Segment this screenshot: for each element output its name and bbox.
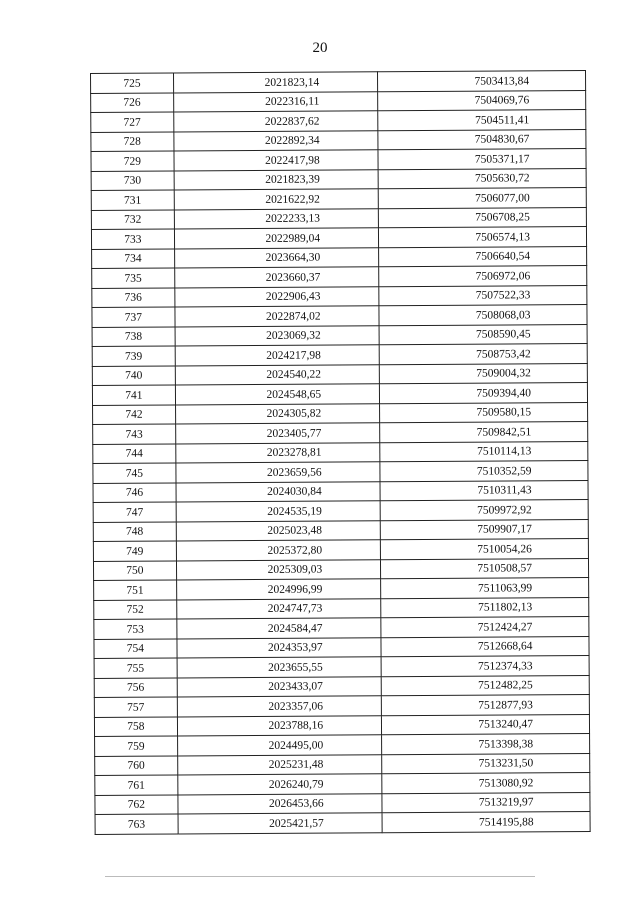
table-row (95, 792, 590, 815)
point-number-cell: 758 (94, 716, 177, 736)
point-number-cell: 748 (93, 521, 176, 541)
y-coordinate-cell: 7509972,92 (380, 499, 588, 520)
point-number-cell: 734 (92, 248, 175, 268)
y-coordinate-cell: 7510311,43 (380, 480, 588, 501)
y-coordinate-cell: 7504830,67 (378, 129, 586, 150)
point-number-cell: 754 (94, 638, 177, 658)
x-coordinate-cell: 2022837,62 (173, 111, 378, 132)
x-coordinate-cell: 2024217,98 (175, 345, 380, 366)
point-number-cell: 737 (92, 307, 175, 327)
x-coordinate-cell: 2023357,06 (177, 696, 382, 717)
point-number-cell: 746 (93, 482, 176, 502)
point-number-cell: 732 (91, 209, 174, 229)
table-row (93, 421, 588, 444)
y-coordinate-cell: 7512482,25 (381, 675, 589, 696)
y-coordinate-cell: 7513080,92 (382, 772, 590, 793)
table-row (94, 675, 589, 698)
x-coordinate-cell: 2024540,22 (175, 364, 380, 385)
y-coordinate-cell: 7509907,17 (380, 519, 588, 540)
point-number-cell: 756 (94, 677, 177, 697)
point-number-cell: 750 (93, 560, 176, 580)
table-row (91, 226, 586, 249)
x-coordinate-cell: 2023069,32 (175, 325, 380, 346)
x-coordinate-cell: 2023405,77 (175, 423, 380, 444)
x-coordinate-cell: 2024548,65 (175, 384, 380, 405)
table-row (93, 460, 588, 483)
table-row (92, 324, 587, 347)
table-row (91, 109, 586, 132)
y-coordinate-cell: 7507522,33 (379, 285, 587, 306)
table-row (94, 636, 589, 659)
table-row (93, 538, 588, 561)
point-number-cell: 741 (92, 385, 175, 405)
y-coordinate-cell: 7514195,88 (382, 811, 590, 832)
y-coordinate-cell: 7513219,97 (382, 792, 590, 813)
y-coordinate-cell: 7513231,50 (382, 753, 590, 774)
table-row (94, 597, 589, 620)
table-row (93, 441, 588, 464)
point-number-cell: 742 (93, 404, 176, 424)
point-number-cell: 733 (91, 229, 174, 249)
y-coordinate-cell: 7504511,41 (378, 109, 586, 130)
table-row (91, 148, 586, 171)
x-coordinate-cell: 2022874,02 (175, 306, 380, 327)
y-coordinate-cell: 7513398,38 (382, 733, 590, 754)
table-row (94, 714, 589, 737)
y-coordinate-cell: 7506574,13 (379, 226, 587, 247)
table-row (92, 382, 587, 405)
point-number-cell: 762 (95, 794, 178, 814)
table-row (91, 70, 586, 93)
point-number-cell: 726 (91, 92, 174, 112)
y-coordinate-cell: 7512668,64 (381, 636, 589, 657)
point-number-cell: 749 (93, 541, 176, 561)
x-coordinate-cell: 2024996,99 (176, 579, 381, 600)
y-coordinate-cell: 7504069,76 (378, 90, 586, 111)
x-coordinate-cell: 2023659,56 (176, 462, 381, 483)
table-row (94, 655, 589, 678)
y-coordinate-cell: 7512424,27 (381, 616, 589, 637)
table-row (94, 694, 589, 717)
x-coordinate-cell: 2024495,00 (177, 735, 382, 756)
coordinates-table-body (91, 70, 591, 834)
point-number-cell: 759 (95, 736, 178, 756)
x-coordinate-cell: 2023278,81 (175, 442, 380, 463)
y-coordinate-cell: 7511063,99 (381, 577, 589, 598)
table-row (95, 772, 590, 795)
table-row (93, 519, 588, 542)
point-number-cell: 739 (92, 346, 175, 366)
point-number-cell: 740 (92, 365, 175, 385)
page-number: 20 (312, 40, 328, 56)
y-coordinate-cell: 7511802,13 (381, 597, 589, 618)
point-number-cell: 729 (91, 151, 174, 171)
y-coordinate-cell: 7508590,45 (379, 324, 587, 345)
x-coordinate-cell: 2026240,79 (178, 774, 383, 795)
x-coordinate-cell: 2023433,07 (177, 676, 382, 697)
y-coordinate-cell: 7509842,51 (380, 421, 588, 442)
point-number-cell: 744 (93, 443, 176, 463)
table-row (91, 168, 586, 191)
y-coordinate-cell: 7510352,59 (380, 460, 588, 481)
point-number-cell: 736 (92, 287, 175, 307)
y-coordinate-cell: 7506640,54 (379, 246, 587, 267)
y-coordinate-cell: 7509004,32 (379, 363, 587, 384)
point-number-cell: 730 (91, 170, 174, 190)
table-row (92, 285, 587, 308)
x-coordinate-cell: 2025023,48 (176, 520, 381, 541)
point-number-cell: 735 (92, 268, 175, 288)
x-coordinate-cell: 2023788,16 (177, 715, 382, 736)
x-coordinate-cell: 2024353,97 (177, 637, 382, 658)
table-row (91, 207, 586, 230)
x-coordinate-cell: 2023664,30 (174, 247, 379, 268)
x-coordinate-cell: 2021823,14 (173, 72, 378, 93)
table-row (95, 733, 590, 756)
point-number-cell: 763 (95, 814, 178, 834)
point-number-cell: 747 (93, 502, 176, 522)
x-coordinate-cell: 2025309,03 (176, 559, 381, 580)
x-coordinate-cell: 2024305,82 (175, 403, 380, 424)
y-coordinate-cell: 7510114,13 (380, 441, 588, 462)
table-row (93, 480, 588, 503)
x-coordinate-cell: 2021823,39 (174, 169, 379, 190)
point-number-cell: 725 (91, 73, 174, 93)
x-coordinate-cell: 2023655,55 (177, 657, 382, 678)
table-row (92, 265, 587, 288)
y-coordinate-cell: 7510054,26 (380, 538, 588, 559)
point-number-cell: 728 (91, 131, 174, 151)
y-coordinate-cell: 7508753,42 (379, 343, 587, 364)
point-number-cell: 751 (94, 580, 177, 600)
point-number-cell: 753 (94, 619, 177, 639)
x-coordinate-cell: 2025372,80 (176, 540, 381, 561)
y-coordinate-cell: 7505371,17 (378, 148, 586, 169)
y-coordinate-cell: 7512877,93 (381, 694, 589, 715)
table-row (95, 753, 590, 776)
x-coordinate-cell: 2022316,11 (173, 91, 378, 112)
y-coordinate-cell: 7508068,03 (379, 304, 587, 325)
point-number-cell: 752 (94, 599, 177, 619)
table-row (93, 558, 588, 581)
x-coordinate-cell: 2021622,92 (174, 189, 379, 210)
table-row (91, 129, 586, 152)
point-number-cell: 738 (92, 326, 175, 346)
table-row (91, 90, 586, 113)
point-number-cell: 757 (94, 697, 177, 717)
point-number-cell: 731 (91, 190, 174, 210)
page-bottom-rule (105, 876, 535, 877)
y-coordinate-cell: 7509394,40 (380, 382, 588, 403)
x-coordinate-cell: 2022989,04 (174, 228, 379, 249)
table-row (94, 616, 589, 639)
y-coordinate-cell: 7509580,15 (380, 402, 588, 423)
coordinates-table (90, 70, 591, 835)
point-number-cell: 761 (95, 775, 178, 795)
x-coordinate-cell: 2025231,48 (177, 754, 382, 775)
y-coordinate-cell: 7513240,47 (382, 714, 590, 735)
x-coordinate-cell: 2026453,66 (178, 793, 383, 814)
table-row (92, 363, 587, 386)
x-coordinate-cell: 2023660,37 (174, 267, 379, 288)
y-coordinate-cell: 7512374,33 (381, 655, 589, 676)
table-row (95, 811, 590, 834)
x-coordinate-cell: 2024584,47 (177, 618, 382, 639)
y-coordinate-cell: 7506077,00 (378, 187, 586, 208)
x-coordinate-cell: 2024535,19 (176, 501, 381, 522)
table-row (91, 187, 586, 210)
point-number-cell: 755 (94, 658, 177, 678)
x-coordinate-cell: 2022906,43 (175, 286, 380, 307)
x-coordinate-cell: 2025421,57 (178, 813, 383, 834)
x-coordinate-cell: 2022417,98 (174, 150, 379, 171)
x-coordinate-cell: 2024747,73 (176, 598, 381, 619)
point-number-cell: 743 (93, 424, 176, 444)
table-row (93, 402, 588, 425)
table-row (93, 499, 588, 522)
y-coordinate-cell: 7505630,72 (378, 168, 586, 189)
point-number-cell: 727 (91, 112, 174, 132)
x-coordinate-cell: 2022892,34 (174, 130, 379, 151)
table-row (92, 343, 587, 366)
y-coordinate-cell: 7503413,84 (378, 70, 586, 91)
x-coordinate-cell: 2024030,84 (176, 481, 381, 502)
point-number-cell: 760 (95, 755, 178, 775)
y-coordinate-cell: 7510508,57 (381, 558, 589, 579)
y-coordinate-cell: 7506972,06 (379, 265, 587, 286)
table-row (94, 577, 589, 600)
y-coordinate-cell: 7506708,25 (378, 207, 586, 228)
point-number-cell: 745 (93, 463, 176, 483)
table-row (92, 246, 587, 269)
table-row (92, 304, 587, 327)
x-coordinate-cell: 2022233,13 (174, 208, 379, 229)
